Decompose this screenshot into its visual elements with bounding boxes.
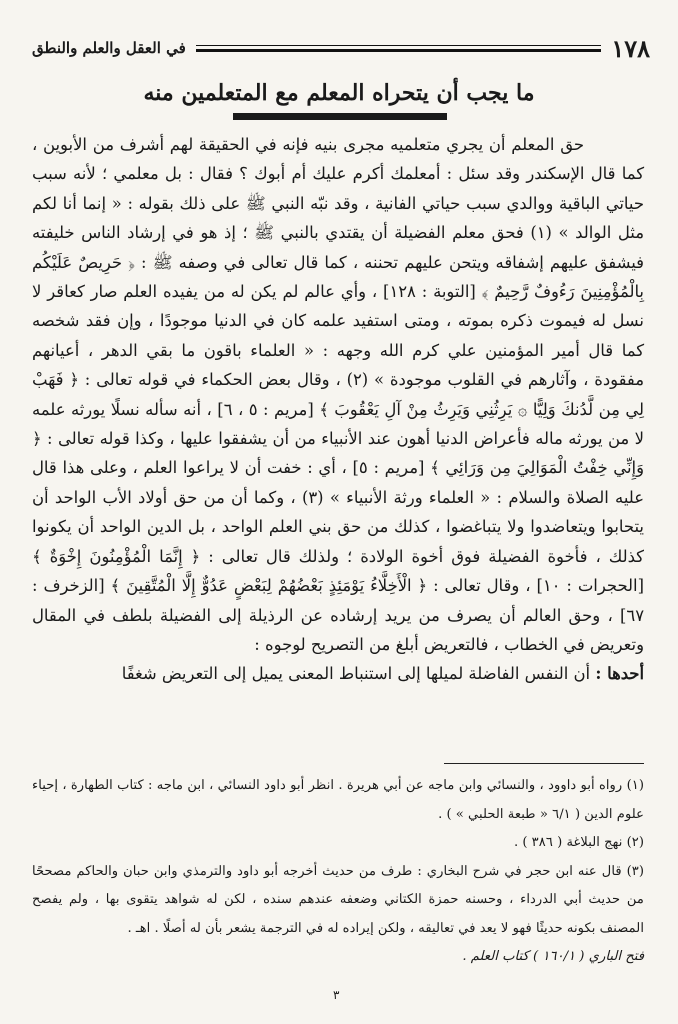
footnotes (32, 772, 644, 972)
running-title: في العقل والعلم والنطق (32, 39, 186, 57)
point-text: أن النفس الفاضلة لميلها إلى استنباط المعنى يميل إلى التعريض شغفًا (121, 664, 591, 684)
point-lead: أحدها : (595, 664, 644, 684)
footnote-2: (٢) نهج البلاغة ( ٣٨٦ ) . (513, 835, 644, 850)
title-underline-bar (233, 113, 447, 120)
page-number: ١٧٨ (611, 33, 650, 63)
page-header (32, 32, 650, 64)
footnote-1: (١) رواه أبو داوود ، والنسائي وابن ماجه عن أبي هريرة . انظر أبو داود النسائي ، ابن ماجه : كتاب الطهارة ، إحياء علوم الدين ( ٦/١ « طبعة الحلبي » ) . (32, 778, 644, 822)
body-text (32, 130, 644, 689)
page-signature-mark: ٣ (333, 988, 340, 1002)
footnote-3: (٣) قال عنه ابن حجر في شرح البخاري : طرف من حديث أخرجه أبو داود والترمذي وابن حبان والحاكم مصححًا من حديث أبي الدرداء ، وحسنه حمزة الكتاني وضعفه عندهم سنده ، لكن له شواهد يتقوى بها ، ولم يفصح المصنف بكونه حديثًا فهو لا يعد في تعاليقه ، ولكن إيراده له في الترجمة يشعر بأن له أصلًا . اهـ . (32, 863, 644, 936)
footnote-source: فتح الباري ( ١٦٠/١ ) كتاب العلم . (462, 949, 644, 964)
footnote-divider (444, 763, 644, 764)
section-title: ما يجب أن يتحراه المعلم مع المتعلمين منه (143, 80, 535, 106)
body-paragraph: حق المعلم أن يجري متعلميه مجرى بنيه فإنه في الحقيقة لهم أشرف من الأبوين ، كما قال الإسكندر وقد سئل : أمعلمك أكرم عليك أم أبوك ؟ فقال : بل معلمي ؛ لأنه سبب حياتي الباقية ووالدي سبب حياتي الفانية ، وقد نبّه النبي ﷺ على ذلك بقوله : « إنما أنا لكم مثل الوالد » (١) فحق معلم الفضيلة أن يقتدي بالنبي ﷺ ؛ إذ هو في إرشاد الناس خليفته فيشفق عليهم إشفاقه ويتحن عليهم تحننه ، كما قال تعالى في وصفه ﷺ : ﴿ حَرِيصٌ عَلَيْكُم بِالْمُؤْمِنِينَ رَءُوفٌ رَّحِيمٌ ﴾ [التوبة : ١٢٨] ، وأي عالم لم يكن له من يفيده العلم صار كعاقر لا نسل له فيموت ذكره بموته ، ومتى استفيد علمه كان في الدنيا موجودًا ، وإن فقد شخصه كما قال أمير المؤمنين علي كرم الله وجهه : « العلماء باقون ما بقي الدهر ، أعيانهم مفقودة ، وآثارهم في القلوب موجودة » (٢) ، وقال بعض الحكماء في قوله تعالى : ﴿ فَهَبْ لِي مِن لَّدُنكَ وَلِيًّا ۞ يَرِثُنِي وَيَرِثُ مِنْ آلِ يَعْقُوبَ ﴾ [مريم : ٥ ، ٦] ، أنه سأله نسلًا يورثه علمه لا من يورثه ماله فأعراض الدنيا أهون عند الأنبياء من أن يشفقوا عليها ، وكذا قوله تعالى : ﴿ وَإِنِّي خِفْتُ الْمَوَالِيَ مِن وَرَائِي ﴾ [مريم : ٥] ، أي : خفت أن لا يراعوا العلم ، وعلى هذا قال عليه الصلاة والسلام : « العلماء ورثة الأنبياء » (٣) ، وكما أن من حق أولاد الأب الواحد أن يتحابوا ويتعاضدوا ولا يتباغضوا ، كذلك من حق بني العلم الواحد ، بل الدين الواحد أن يكونوا كذلك ، فأخوة الفضيلة فوق أخوة الولادة ؛ ولذلك قال تعالى : ﴿ إِنَّمَا الْمُؤْمِنُونَ إِخْوَةٌ ﴾ [الحجرات : ١٠] ، وقال تعالى : ﴿ الْأَخِلَّاءُ يَوْمَئِذٍ بَعْضُهُمْ لِبَعْضٍ عَدُوٌّ إِلَّا الْمُتَّقِينَ ﴾ [الزخرف : ٦٧] ، وحق العالم أن يصرف من يريد إرشاده عن الرذيلة إلى الفضيلة بلطف في المقال وتعريض في الخطاب ، فالتعريض أبلغ من التصريح لوجوه : (32, 135, 645, 654)
body-paragraph-numbered (32, 659, 644, 688)
header-rule (196, 45, 602, 52)
